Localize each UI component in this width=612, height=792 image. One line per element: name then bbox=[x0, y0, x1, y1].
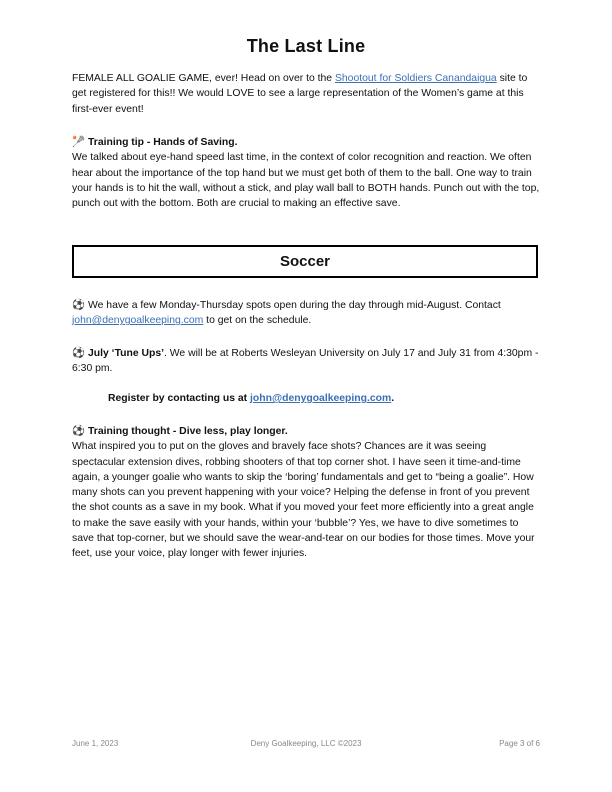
register-text-before: Register by contacting us at bbox=[108, 393, 251, 404]
register-line bbox=[108, 391, 528, 406]
training-thought-section bbox=[72, 424, 542, 562]
soccer-ball-icon: ⚽ bbox=[72, 426, 85, 437]
tune-ups-body: . We will be at Roberts Wesleyan University on July 17 and July 31 from 4:30pm - 6:30 pm. bbox=[72, 348, 539, 375]
spots-text-before: We have a few Monday-Thursday spots open during the day through mid-August. Contact bbox=[88, 300, 501, 311]
soccer-ball-icon: ⚽ bbox=[72, 348, 85, 359]
register-text-after: . bbox=[391, 393, 395, 404]
register-email-link[interactable]: john@denygoalkeeping.com bbox=[250, 393, 392, 404]
intro-paragraph bbox=[72, 71, 542, 117]
footer-page-number: Page 3 of 6 bbox=[499, 739, 540, 748]
soccer-ball-icon: ⚽ bbox=[72, 300, 85, 311]
intro-text-before: FEMALE ALL GOALIE GAME, ever! Head on over to the bbox=[72, 73, 335, 84]
soccer-section-heading: Soccer bbox=[72, 245, 538, 278]
intro-text-after: site to get registered for this!! We would LOVE to see a large representation of the Women’s game at this first-ever event! bbox=[72, 73, 528, 115]
page-title: The Last Line bbox=[246, 36, 366, 56]
lacrosse-stick-icon: 🥍 bbox=[72, 137, 85, 148]
training-thought-body: What inspired you to put on the gloves and bravely face shots? Chances are it was seeing spectacular extension dives, robbing shooters of that top corner shot. I have seen it time-and-time again, a younger goalie who wants to skip the ‘boring’ fundamentals and get to “being a goalie”. How many shots can you prevent happening with your voice? Helping the defense in front of you prevent the shot counts as a save in my book. What if you moved your feet more efficiently into a great angle to make the save easily with your hands, within your ‘bubble’? Yes, we have to dive sometimes to save that top-corner, but we should save the wear-and-tear on our bodies for those times. Move your feet, use your voice, play longer with fewer injuries. bbox=[72, 441, 535, 560]
footer-company: Deny Goalkeeping, LLC ©2023 bbox=[250, 739, 362, 748]
training-tip-heading-line bbox=[72, 135, 542, 150]
spots-text-after: to get on the schedule. bbox=[203, 315, 312, 327]
email-link[interactable]: john@denygoalkeeping.com bbox=[72, 315, 204, 327]
shootout-for-soldiers-link[interactable]: Shootout for Soldiers Canandaigua bbox=[334, 73, 497, 84]
training-tip-body: We talked about eye-hand speed last time, in the context of color recognition and reaction. We often hear about the importance of the top hand but we must get both of them to the ball. One way to train your hands is to hit the wall, without a stick, and play wall ball to BOTH hands. Punch out with the top, punch out with the bottom. Both are crucial to making an effective save. bbox=[72, 152, 540, 210]
spots-paragraph bbox=[72, 298, 542, 329]
training-thought-heading-line bbox=[72, 424, 542, 439]
training-tip-heading: Training tip - Hands of Saving. bbox=[88, 137, 238, 148]
training-tip-section bbox=[72, 135, 542, 211]
footer-date: June 1, 2023 bbox=[72, 739, 119, 748]
tune-ups-paragraph bbox=[72, 346, 542, 377]
tune-ups-heading: July ‘Tune Ups’ bbox=[88, 348, 165, 359]
training-thought-heading: Training thought - Dive less, play longer. bbox=[88, 426, 288, 437]
